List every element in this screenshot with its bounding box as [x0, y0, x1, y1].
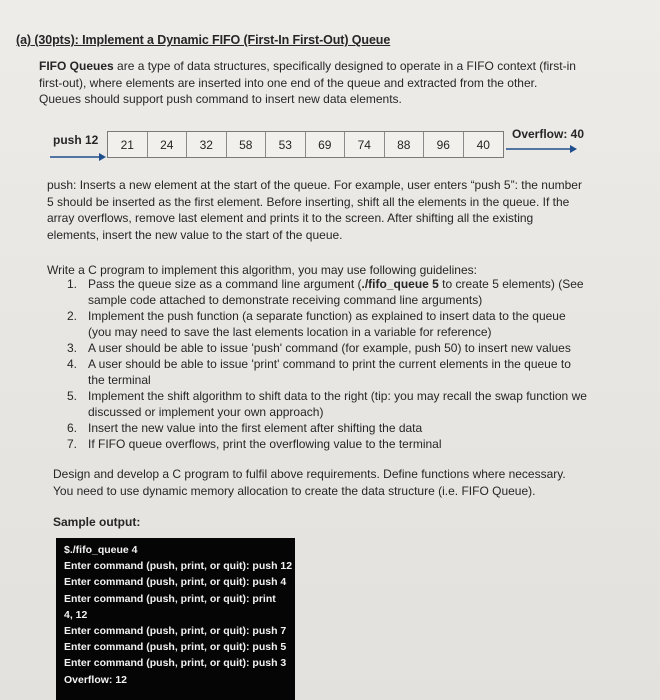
section-title: (a) (30pts): Implement a Dynamic FIFO (First-In First-Out) Queue	[16, 33, 391, 47]
terminal-line: Enter command (push, print, or quit): push 12	[64, 560, 293, 573]
list-text: If FIFO queue overflows, print the overflowing value to the terminal	[88, 437, 442, 451]
terminal-output	[56, 538, 295, 700]
list-text-part: to create 5 elements) (See sample code attached to demonstrate receiving command line arguments)	[88, 277, 584, 307]
queue-cell: 53	[266, 132, 306, 157]
terminal-line: Enter command (push, print, or quit): push 7	[64, 625, 287, 638]
queue-diagram	[107, 131, 504, 158]
design-paragraph: Design and develop a C program to fulfil above requirements. Define functions where necessary. You need to use dynamic memory allocation to create the data structure (i.e. FIFO Queue).	[53, 467, 566, 498]
list-item	[67, 308, 587, 340]
queue-cell: 32	[187, 132, 227, 157]
list-item	[67, 356, 587, 388]
terminal-line: Enter command (push, print, or quit): push 4	[64, 576, 287, 589]
list-item	[67, 340, 587, 356]
terminal-line: Enter command (push, print, or quit): push 3	[64, 657, 287, 670]
guidelines-list	[67, 276, 587, 452]
list-text	[88, 276, 587, 308]
queue-cell: 21	[108, 132, 148, 157]
sample-output-label: Sample output:	[53, 515, 141, 529]
list-number: 6.	[67, 421, 78, 435]
queue-cell: 40	[476, 137, 490, 152]
list-number: 7.	[67, 437, 78, 451]
list-item	[67, 276, 587, 308]
terminal-line: Enter command (push, print, or quit): push 5	[64, 641, 287, 654]
list-text: Implement the push function (a separate function) as explained to insert data to the queue (you may need to save the last elements location in a variable for reference)	[88, 309, 566, 339]
queue-cell: 88	[385, 132, 425, 157]
list-item	[67, 420, 587, 436]
terminal-line: 4, 12	[64, 608, 88, 621]
intro-term: FIFO Queues	[39, 59, 114, 73]
queue-cell: 74	[345, 132, 385, 157]
list-text-part: Pass the queue size as a command line argument (	[88, 277, 362, 291]
guidelines-intro: Write a C program to implement this algorithm, you may use following guidelines:	[47, 263, 477, 277]
list-text: Implement the shift algorithm to shift data to the right (tip: you may recall the swap function we discussed or implement your own approach)	[88, 389, 587, 419]
list-number: 2.	[67, 309, 78, 323]
list-text: A user should be able to issue 'print' command to print the current elements in the queue to the terminal	[88, 357, 571, 387]
list-text: Insert the new value into the first element after shifting the data	[88, 421, 423, 435]
queue-cell: 58	[227, 132, 267, 157]
terminal-line: $./fifo_queue 4	[64, 544, 138, 556]
queue-cell: 69	[306, 132, 346, 157]
list-text: A user should be able to issue 'push' command (for example, push 50) to insert new values	[88, 341, 571, 355]
push-description: push: Inserts a new element at the start of the queue. For example, user enters “push 5”: the number 5 should be inserted as the first element. Before inserting, shift all the elements in the queue. If the array overflows, remove last element and prints it to the screen. After shifting all the existing elements, insert the new value to the start of the queue.	[47, 178, 582, 242]
intro-paragraph	[39, 58, 579, 108]
overflow-label: Overflow: 40	[512, 127, 585, 141]
terminal-line: Enter command (push, print, or quit): print	[64, 592, 276, 605]
list-text-bold: ./fifo_queue 5	[361, 277, 439, 291]
push-label: push 12	[53, 133, 99, 147]
list-number: 3.	[67, 341, 78, 355]
queue-cell: 96	[424, 132, 464, 157]
list-number: 1.	[67, 277, 78, 291]
list-number: 4.	[67, 357, 78, 371]
list-number: 5.	[67, 389, 78, 403]
terminal-line: Overflow: 12	[64, 673, 128, 686]
list-item	[67, 436, 587, 452]
list-item	[67, 388, 587, 420]
push-arrow-icon	[50, 152, 106, 162]
intro-text: are a type of data structures, specifically designed to operate in a FIFO context (first-in first-out), where elements are inserted into one end of the queue and extracted from the other. Queues should support push command to insert new data elements.	[39, 59, 576, 106]
overflow-arrow-icon	[506, 144, 578, 154]
queue-cell: 24	[148, 132, 188, 157]
